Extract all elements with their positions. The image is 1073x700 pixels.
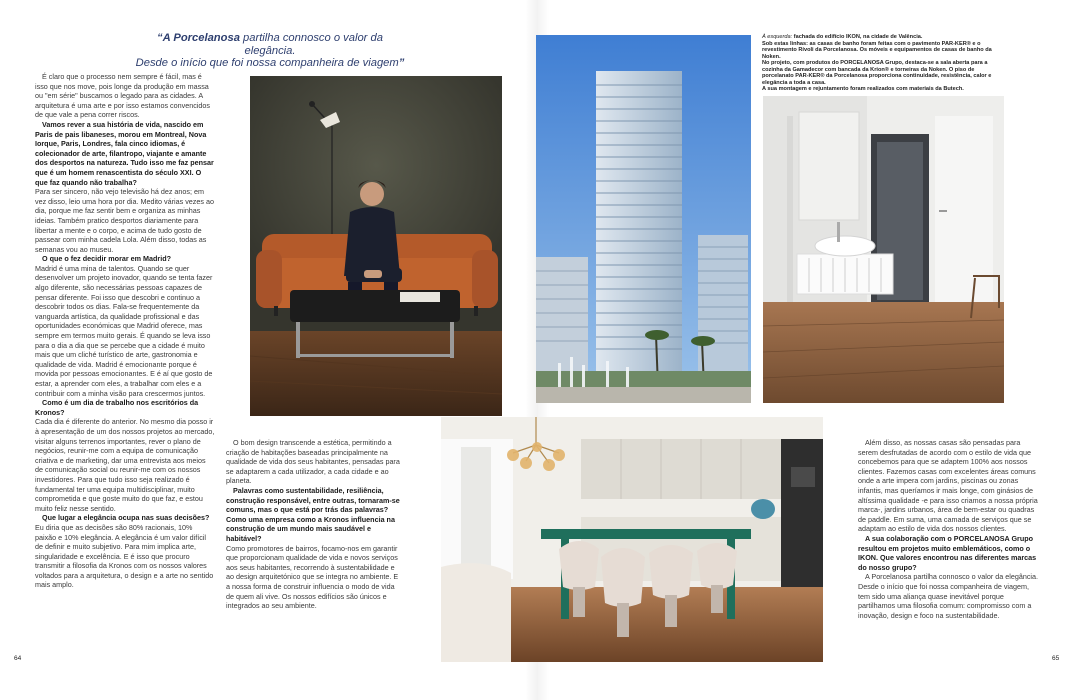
pull-quote-line2: Desde o início que foi nossa companheira de viagem” [135,57,405,70]
pull-quote-line1: “A Porcelanosa partilha connosco o valor da elegância. [157,32,383,57]
caption-line-2: Sob estas linhas: as casas de banho foram feitas com o pavimento PAR-KER® e o revestimento Rívoli da Porcelanosa. Os móveis e equipamentos de casas de banho da Noken. [762,40,992,60]
tower-photo [536,35,751,403]
caption-line-3: No projeto, com produtos do PORCELANOSA Grupo, destaca-se a sala aberta para a cozinha da Gamadecor com bancada da Krion® e torneiras da Noken. O piso de porcelanato PAR-KER® da Porcelanosa proporciona continuidade, resistência, calor e elegância a toda a casa. [762,60,992,86]
paragraph: Eu diria que as decisões são 80% racionais, 10% paixão e 10% elegância. A elegância é um valor difícil de definir e muito subjetivo. Para mim implica arte, singularidade e excelência. E é isso que procuro transmitir a filosofia da Kronos com os nossos valores voltados para a arquitetura, o design e a arte no sentido mais amplo. [35,522,214,590]
portrait-photo [250,76,502,416]
article-column-1 [35,72,215,590]
photo-caption [762,34,998,93]
article-column-2 [226,438,402,611]
right-page-number: 65 [1052,655,1060,662]
paragraph: Além disso, as nossas casas são pensadas para serem desfrutadas de acordo com o estilo de vida que concebemos para que se adaptem 100% aos nossos clientes. Fazemos casas com excelentes áreas comuns onde a arte impera com jardins, piscinas ou zonas infantis, mas queríamos ir mais longe, com ginásios de altíssima qualidade -e para isso criamos a nossa própria marca-, jardins urbanos, área de bem-estar ou quadras de paddle. Em suma, uma camada de serviços que se adaptam ao estilo de vida dos nossos clientes. [858,438,1038,534]
kitchen-photo [441,417,823,662]
paragraph: Cada dia é diferente do anterior. No mesmo dia posso ir à apresentação de um dos nossos projetos ao mercado, visitar alguns terrenos importantes, rever o plano de negócios, reunir-me com a equipa de comunicação criativa e de marketing, dar uma entrevista aos meios de comunicação social ou reunir-me com os nossos investidores. Para que tudo isso seja realizado é fundamental ter uma equipa multidisciplinar, muito comprometida e que goste muito do que faz, e estou muito feliz nesse sentido. [35,417,215,513]
interview-question: Que lugar a elegância ocupa nas suas decisões? [42,513,210,523]
interview-question: O que o fez decidir morar em Madrid? [42,254,171,264]
interview-question: Palavras como sustentabilidade, resiliência, construção responsável, entre outras, tornaram-se comuns, mas o que está por trás das palavras? Como uma empresa como a Kronos influencia na construção de um mundo mais saudável e habitável? [226,485,400,543]
caption-line-1: À esquerda: fachada do edifício IKON, na cidade de Valência. [762,34,923,40]
interview-question: Como é um dia de trabalho nos escritórios da Kronos? [35,398,199,417]
paragraph: Madrid é uma mina de talentos. Quando se quer desenvolver um projeto inovador, quando se tenta fazer algo diferente, são necessárias pessoas capazes de pensar diferente. Foi isso que descobri e continuo a descobrir todos os dias. Fala-se frequentemente da vanguarda artística, da qualidade profissional e das oportunidades económicas que Madrid oferece, mas sempre em termos muito gerais. É quando se leva isso para o dia a dia que se percebe que a cidade é muito mais que um cliché turístico de arte, gastronomia e qualidade de vida. Madrid é emocionante porque é movida por pessoas emocionantes. E é aí que gosto de estar, a aprender com eles, a trabalhar com eles e a contribuir com a minha visão para crescermos juntos. [35,263,213,398]
paragraph: Para ser sincero, não vejo televisão há dez anos; em vez disso, leio uma hora por dia. Medito várias vezes ao dia, porque me faz sentir bem e organiza as minhas ideias. Também pratico desportos diariamente para libertar a mente e o corpo, e acima de tudo gosto de passear com minha cadela Lola. Além disso, todas as semanas vou ao museu. [35,187,214,254]
article-column-3 [858,438,1038,620]
interview-question: Vamos rever a sua história de vida, nascido em Paris de pais libaneses, morou em Montreal, Nova Iorque, Paris, Londres, fala cinco idiomas, é colecionador de arte, filantropo, viajante e amante dos desportos na natureza. Tudo isso me faz pensar que é um homem renascentista do século XXI. O que faz quando não trabalha? [35,119,214,187]
interview-question: A sua colaboração com o PORCELANOSA Grupo resultou em projetos muito emblemáticos, como o IKON. Que valores encontrou nas diferentes marcas do nosso grupo? [858,533,1037,572]
left-page-number: 64 [14,655,22,662]
paragraph: Como promotores de bairros, focamo-nos em garantir que proporcionam qualidade de vida e novos serviços aos seus habitantes, recorrendo à sustentabilidade e ao design arquitetónico que se integra no ambiente. E a nossa forma de construir influencia o modo de vida de quem ali vive. Os nossos edifícios são únicos e integrados ao seu ambiente. [226,543,399,611]
paragraph: O bom design transcende a estética, permitindo a criação de habitações baseadas principalmente na qualidade de vida dos seus habitantes, pensadas para se adaptarem a cada utilizador, a cada cidade e ao planeta. [226,438,400,486]
bathroom-photo [763,96,1004,403]
paragraph: É claro que o processo nem sempre é fácil, mas é isso que nos move, pois longe da produção em massa ou "em série" buscamos o legado para as cidades. A arquitetura é uma arte e por isso estamos convencidos de que vale a pena correr riscos. [35,72,210,120]
caption-line-4: A sua montagem e rejuntamento foram realizados com materiais da Butech. [762,86,964,92]
paragraph: A Porcelanosa partilha connosco o valor da elegância. Desde o início que foi nossa companheira de viagem, tem sido uma aliança quase inevitável porque partilhamos uma filosofia comum: compromisso com a inovação, design e foco na sustentabilidade. [858,572,1039,620]
pull-quote [130,32,410,70]
